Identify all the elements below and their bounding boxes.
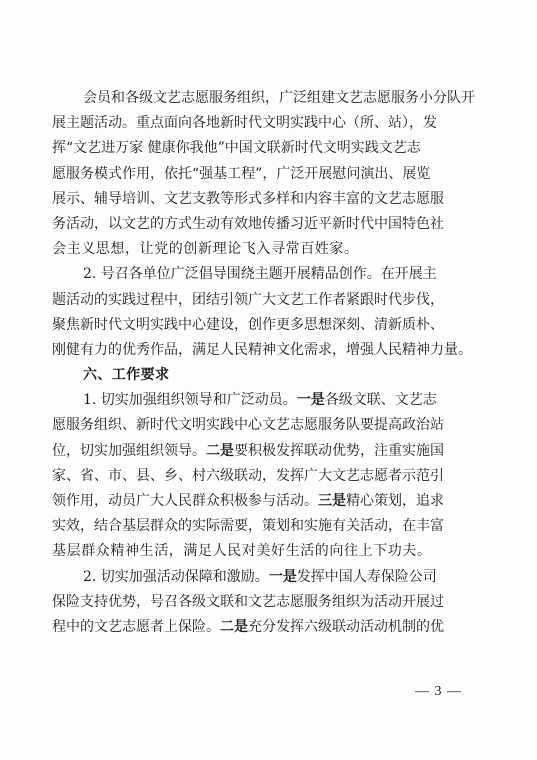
text-segment: 充分发挥六级联动活动机制的优	[248, 618, 444, 635]
text-segment: 会主义思想，让党的创新理论飞入寻常百姓家。	[52, 241, 359, 258]
emphasis-text: 二是	[206, 442, 234, 459]
text-segment: 保险支持优势，号召各级文联和文艺志愿服务组织为活动开展过	[52, 593, 444, 610]
text-line	[52, 514, 492, 539]
text-line	[52, 187, 492, 212]
text-segment: 聚焦新时代文明实践中心建设，创作更多思想深刻、清新质朴、	[52, 316, 444, 333]
text-segment: 2. 切实加强活动保障和激励。	[83, 568, 269, 585]
paragraph	[52, 565, 492, 641]
emphasis-text: 三是	[318, 493, 346, 509]
text-line	[52, 338, 492, 363]
text-segment: 位，切实加强组织领导。	[52, 442, 206, 459]
text-segment: 程中的文艺志愿者上保险。	[52, 618, 220, 635]
text-segment: 会员和各级文艺志愿服务组织，广泛组建文艺志愿服务小分队开	[83, 90, 475, 106]
text-segment: 愿服务组织、新时代文明实践中心文艺志愿服务队要提高政治站	[52, 417, 444, 434]
text-segment: 家、省、市、县、乡、村六级联动，发挥广大文艺志愿者示范引	[52, 467, 444, 484]
text-segment: 2. 号召各单位广泛倡导围绕主题开展精品创作。在开展主	[83, 266, 437, 283]
text-segment: 刚健有力的优秀作品，满足人民精神文化需求，增强人民精神力量。	[52, 341, 472, 358]
text-line	[52, 288, 492, 313]
text-line	[52, 539, 492, 564]
text-line	[52, 86, 492, 111]
text-segment: 基层群众精神生活，满足人民对美好生活的向往上下功夫。	[52, 543, 432, 560]
text-segment: 各级文联、文艺志	[324, 392, 437, 409]
emphasis-text: 一是	[296, 392, 325, 409]
emphasis-text: 一是	[268, 568, 297, 585]
text-segment: 发挥中国人寿保险公司	[296, 568, 437, 585]
text-line	[52, 136, 492, 161]
text-segment: 展主题活动。重点面向各地新时代文明实践中心（所、站），发	[52, 115, 437, 132]
text-line	[52, 464, 492, 489]
text-segment: 精心策划，追求	[346, 493, 444, 509]
text-line	[52, 565, 492, 590]
text-line	[52, 237, 492, 262]
text-line	[52, 212, 492, 237]
text-line	[52, 388, 492, 413]
text-line	[52, 413, 492, 438]
text-segment: 挥“文艺进万家 健康你我他”中国文联新时代文明实践文艺志	[52, 140, 421, 157]
text-segment: 实效，结合基层群众的实际需要，策划和实施有关活动，在丰富	[52, 518, 444, 535]
text-line	[52, 489, 492, 514]
paragraph	[52, 86, 492, 262]
text-segment: 愿服务模式作用，依托“强基工程”，广泛开展慰问演出、展览	[52, 165, 431, 182]
text-line	[52, 590, 492, 615]
text-line	[52, 363, 492, 388]
text-line	[52, 615, 492, 640]
text-segment: 六、工作要求	[83, 367, 170, 384]
text-line	[52, 262, 492, 287]
text-segment: 领作用，动员广大人民群众积极参与活动。	[52, 493, 318, 509]
section-heading	[52, 363, 492, 388]
text-line	[52, 111, 492, 136]
emphasis-text: 二是	[220, 618, 248, 635]
body-text	[52, 86, 492, 640]
page-number: — 3 —	[415, 684, 462, 699]
text-line	[52, 162, 492, 187]
text-line	[52, 313, 492, 338]
paragraph	[52, 262, 492, 363]
text-segment: 展示、辅导培训、文艺支教等形式多样和内容丰富的文艺志愿服	[52, 190, 444, 207]
text-segment: 题活动的实践过程中，团结引领广大文艺工作者紧跟时代步伐，	[52, 291, 444, 308]
text-segment: 要积极发挥联动优势，注重实施国	[234, 442, 444, 459]
text-line	[52, 439, 492, 464]
text-segment: 1. 切实加强组织领导和广泛动员。	[83, 392, 297, 409]
text-segment: 务活动，以文艺的方式生动有效地传播习近平新时代中国特色社	[52, 215, 444, 232]
paragraph	[52, 388, 492, 564]
